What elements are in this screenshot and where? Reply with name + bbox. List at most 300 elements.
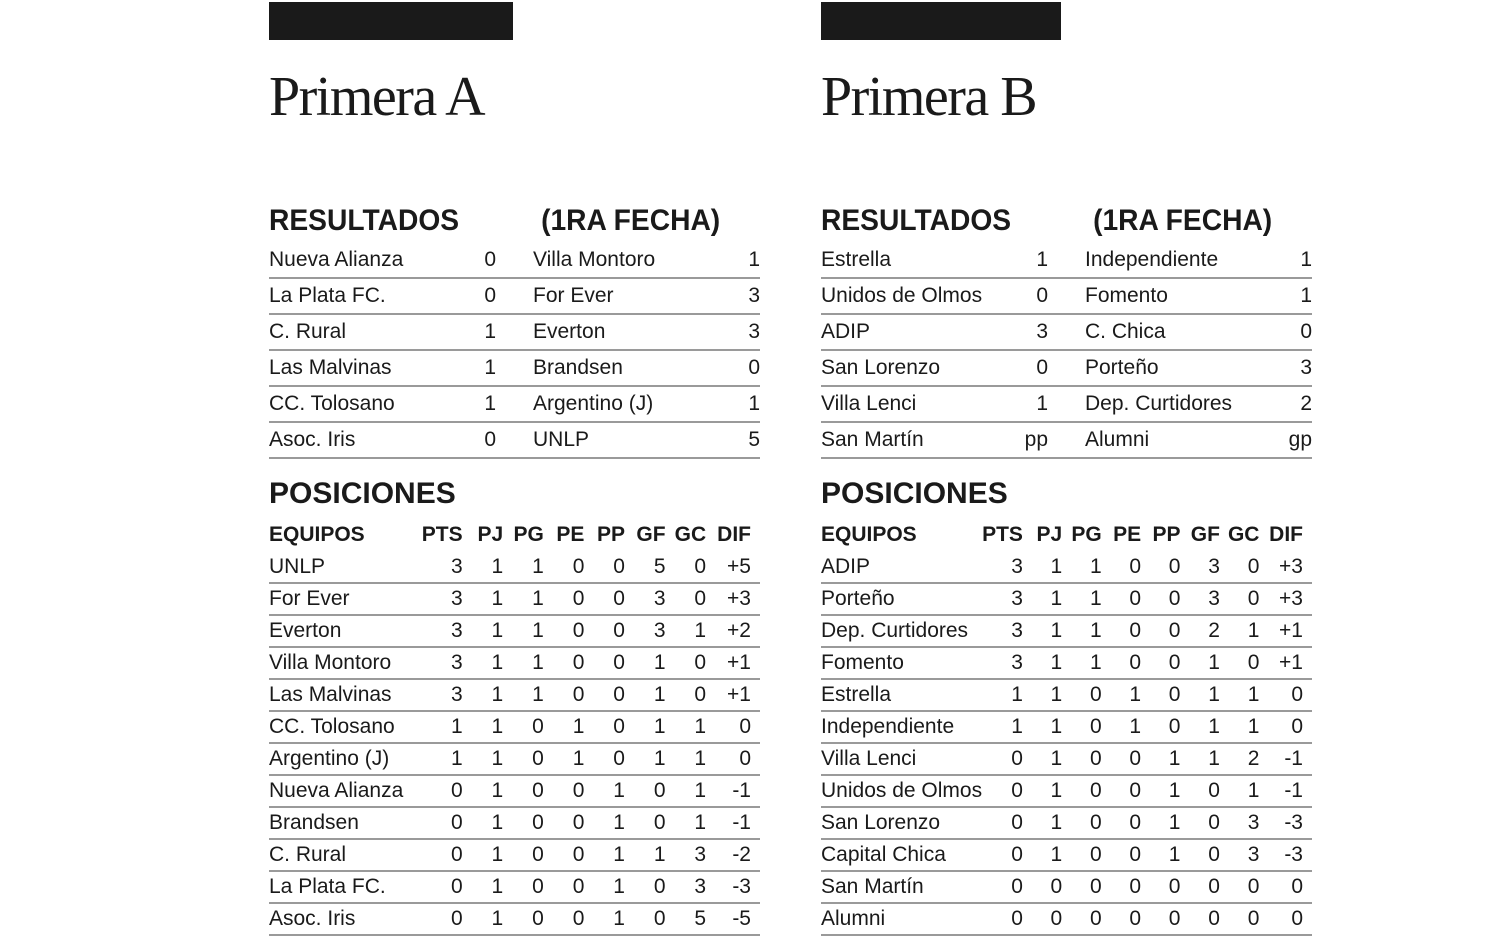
goals-for: 0 bbox=[625, 775, 666, 807]
column-header-pg: PG bbox=[513, 523, 544, 546]
team-name: Brandsen bbox=[269, 807, 421, 839]
away-team: Argentino (J) bbox=[533, 386, 736, 422]
won: 1 bbox=[503, 583, 544, 615]
goal-difference: +3 bbox=[1259, 552, 1312, 583]
standings-row bbox=[269, 807, 760, 839]
column-header-dif: DIF bbox=[1269, 523, 1303, 546]
played: 1 bbox=[463, 743, 504, 775]
column-gap bbox=[1048, 422, 1085, 458]
won: 0 bbox=[503, 839, 544, 871]
played: 1 bbox=[463, 903, 504, 935]
column-gap bbox=[1048, 386, 1085, 422]
result-row bbox=[821, 314, 1312, 350]
points: 1 bbox=[982, 711, 1023, 743]
column-header-pe: PE bbox=[1113, 523, 1142, 546]
team-name: Everton bbox=[269, 615, 421, 647]
column-header-gc: GC bbox=[1227, 523, 1260, 546]
column-header-equipos: EQUIPOS bbox=[269, 523, 365, 546]
home-team: Estrella bbox=[821, 243, 1021, 278]
points: 0 bbox=[421, 871, 462, 903]
column-gap bbox=[1048, 243, 1085, 278]
home-score: pp bbox=[1021, 422, 1048, 458]
goals-against: 0 bbox=[1220, 903, 1260, 935]
won: 0 bbox=[1062, 679, 1102, 711]
home-score: 1 bbox=[469, 386, 496, 422]
standings-table bbox=[269, 518, 760, 936]
goals-against: 5 bbox=[666, 903, 707, 935]
home-score: 0 bbox=[1021, 350, 1048, 386]
goals-against: 3 bbox=[1220, 839, 1260, 871]
column-gap bbox=[1048, 314, 1085, 350]
points: 1 bbox=[421, 743, 462, 775]
goal-difference: +1 bbox=[1259, 615, 1312, 647]
standings-row bbox=[821, 647, 1312, 679]
points: 3 bbox=[421, 583, 462, 615]
standings-row bbox=[269, 871, 760, 903]
drawn: 0 bbox=[1102, 552, 1141, 583]
won: 1 bbox=[503, 552, 544, 583]
away-score: 3 bbox=[736, 314, 760, 350]
home-score: 0 bbox=[469, 278, 496, 314]
drawn: 0 bbox=[1102, 839, 1141, 871]
away-team: UNLP bbox=[533, 422, 736, 458]
lost: 0 bbox=[584, 615, 625, 647]
team-name: La Plata FC. bbox=[269, 871, 421, 903]
away-score: 0 bbox=[1288, 314, 1312, 350]
goals-against: 3 bbox=[1220, 807, 1260, 839]
primera-a-column bbox=[269, 0, 761, 930]
column-gap bbox=[496, 314, 533, 350]
standings-row bbox=[269, 903, 760, 935]
lost: 1 bbox=[584, 775, 625, 807]
results-heading-row bbox=[821, 202, 1272, 240]
standings-row bbox=[821, 903, 1312, 935]
goals-for: 0 bbox=[625, 871, 666, 903]
goals-against: 0 bbox=[1220, 552, 1260, 583]
lost: 1 bbox=[584, 839, 625, 871]
drawn: 0 bbox=[544, 615, 585, 647]
goals-for: 0 bbox=[1180, 871, 1219, 903]
lost: 0 bbox=[1141, 647, 1180, 679]
standings-row bbox=[269, 679, 760, 711]
goal-difference: +5 bbox=[706, 552, 760, 583]
won: 0 bbox=[1062, 871, 1102, 903]
won: 0 bbox=[1062, 839, 1102, 871]
team-name: Independiente bbox=[821, 711, 982, 743]
goal-difference: +3 bbox=[706, 583, 760, 615]
away-score: 3 bbox=[1288, 350, 1312, 386]
home-team: CC. Tolosano bbox=[269, 386, 469, 422]
won: 0 bbox=[503, 743, 544, 775]
goal-difference: 0 bbox=[1259, 903, 1312, 935]
goal-difference: +1 bbox=[1259, 647, 1312, 679]
played: 0 bbox=[1023, 903, 1062, 935]
home-score: 1 bbox=[469, 350, 496, 386]
points: 0 bbox=[982, 807, 1023, 839]
away-score: 1 bbox=[736, 243, 760, 278]
standings-header-row bbox=[821, 518, 1312, 552]
played: 1 bbox=[463, 583, 504, 615]
standings-header-row bbox=[269, 518, 760, 552]
team-name: Las Malvinas bbox=[269, 679, 421, 711]
goals-against: 1 bbox=[1220, 711, 1260, 743]
column-header-pe: PE bbox=[556, 523, 585, 546]
points: 3 bbox=[982, 583, 1023, 615]
goals-against: 1 bbox=[1220, 775, 1260, 807]
played: 1 bbox=[463, 807, 504, 839]
team-name: C. Rural bbox=[269, 839, 421, 871]
goals-against: 0 bbox=[1220, 647, 1260, 679]
goals-for: 5 bbox=[625, 552, 666, 583]
lost: 1 bbox=[584, 903, 625, 935]
goals-against: 0 bbox=[666, 647, 707, 679]
header-bar bbox=[269, 2, 513, 40]
home-team: C. Rural bbox=[269, 314, 469, 350]
team-name: Villa Montoro bbox=[269, 647, 421, 679]
home-score: 1 bbox=[1021, 243, 1048, 278]
won: 1 bbox=[503, 615, 544, 647]
goal-difference: -3 bbox=[706, 871, 760, 903]
lost: 1 bbox=[584, 871, 625, 903]
goals-against: 0 bbox=[666, 679, 707, 711]
team-name: Fomento bbox=[821, 647, 982, 679]
standings-row bbox=[269, 552, 760, 583]
played: 1 bbox=[1023, 743, 1062, 775]
played: 1 bbox=[1023, 583, 1062, 615]
goals-against: 0 bbox=[1220, 871, 1260, 903]
standings-row bbox=[821, 583, 1312, 615]
points: 0 bbox=[421, 839, 462, 871]
away-score: 1 bbox=[736, 386, 760, 422]
round-label: (1RA FECHA) bbox=[1093, 204, 1273, 237]
column-header-equipos: EQUIPOS bbox=[821, 523, 917, 546]
lost: 0 bbox=[1141, 615, 1180, 647]
result-row bbox=[269, 314, 760, 350]
away-team: Independiente bbox=[1085, 243, 1288, 278]
goals-for: 1 bbox=[625, 839, 666, 871]
drawn: 0 bbox=[544, 775, 585, 807]
played: 1 bbox=[463, 711, 504, 743]
lost: 0 bbox=[1141, 679, 1180, 711]
goals-for: 1 bbox=[625, 679, 666, 711]
result-row bbox=[269, 243, 760, 278]
away-team: For Ever bbox=[533, 278, 736, 314]
lost: 0 bbox=[1141, 583, 1180, 615]
standings-row bbox=[821, 871, 1312, 903]
team-name: Nueva Alianza bbox=[269, 775, 421, 807]
goal-difference: -1 bbox=[1259, 775, 1312, 807]
away-team: Alumni bbox=[1085, 422, 1288, 458]
result-row bbox=[821, 278, 1312, 314]
results-heading: RESULTADOS bbox=[269, 204, 460, 237]
away-score: 2 bbox=[1288, 386, 1312, 422]
standings-row bbox=[269, 615, 760, 647]
drawn: 0 bbox=[544, 871, 585, 903]
drawn: 0 bbox=[1102, 871, 1141, 903]
drawn: 0 bbox=[1102, 807, 1141, 839]
lost: 0 bbox=[1141, 903, 1180, 935]
result-row bbox=[821, 243, 1312, 278]
goals-against: 1 bbox=[666, 615, 707, 647]
results-table bbox=[821, 243, 1312, 459]
goal-difference: +1 bbox=[706, 647, 760, 679]
goals-against: 1 bbox=[666, 743, 707, 775]
played: 1 bbox=[1023, 775, 1062, 807]
goal-difference: +1 bbox=[706, 679, 760, 711]
won: 0 bbox=[1062, 903, 1102, 935]
result-row bbox=[269, 422, 760, 458]
standings-row bbox=[269, 711, 760, 743]
home-team: La Plata FC. bbox=[269, 278, 469, 314]
away-team: Everton bbox=[533, 314, 736, 350]
points: 0 bbox=[421, 807, 462, 839]
column-header-pts: PTS bbox=[982, 523, 1023, 546]
points: 3 bbox=[982, 552, 1023, 583]
away-team: Porteño bbox=[1085, 350, 1288, 386]
points: 0 bbox=[982, 839, 1023, 871]
goals-for: 0 bbox=[1180, 807, 1219, 839]
played: 1 bbox=[463, 615, 504, 647]
goals-for: 2 bbox=[1180, 615, 1219, 647]
lost: 0 bbox=[1141, 871, 1180, 903]
standings-heading: POSICIONES bbox=[821, 477, 1008, 510]
goals-for: 1 bbox=[625, 711, 666, 743]
goals-for: 1 bbox=[1180, 743, 1219, 775]
team-name: San Martín bbox=[821, 871, 982, 903]
drawn: 1 bbox=[1102, 711, 1141, 743]
lost: 0 bbox=[584, 679, 625, 711]
standings-row bbox=[821, 807, 1312, 839]
goals-against: 2 bbox=[1220, 743, 1260, 775]
won: 0 bbox=[1062, 775, 1102, 807]
team-name: Asoc. Iris bbox=[269, 903, 421, 935]
team-name: For Ever bbox=[269, 583, 421, 615]
points: 0 bbox=[421, 903, 462, 935]
points: 3 bbox=[421, 552, 462, 583]
lost: 1 bbox=[584, 807, 625, 839]
goals-for: 3 bbox=[1180, 583, 1219, 615]
goal-difference: -3 bbox=[1259, 839, 1312, 871]
results-heading-row bbox=[269, 202, 720, 240]
standings-row bbox=[821, 711, 1312, 743]
drawn: 0 bbox=[544, 839, 585, 871]
team-name: Unidos de Olmos bbox=[821, 775, 982, 807]
drawn: 0 bbox=[544, 647, 585, 679]
home-team: San Martín bbox=[821, 422, 1021, 458]
team-name: San Lorenzo bbox=[821, 807, 982, 839]
team-name: Porteño bbox=[821, 583, 982, 615]
played: 1 bbox=[463, 839, 504, 871]
drawn: 0 bbox=[544, 903, 585, 935]
drawn: 0 bbox=[544, 552, 585, 583]
points: 0 bbox=[982, 871, 1023, 903]
won: 0 bbox=[503, 775, 544, 807]
results-heading: RESULTADOS bbox=[821, 204, 1012, 237]
home-score: 0 bbox=[1021, 278, 1048, 314]
goals-for: 1 bbox=[625, 743, 666, 775]
home-score: 1 bbox=[469, 314, 496, 350]
won: 0 bbox=[503, 807, 544, 839]
result-row bbox=[821, 350, 1312, 386]
goals-for: 1 bbox=[1180, 711, 1219, 743]
goals-against: 0 bbox=[666, 552, 707, 583]
away-score: 3 bbox=[736, 278, 760, 314]
won: 1 bbox=[1062, 647, 1102, 679]
goals-against: 1 bbox=[666, 711, 707, 743]
drawn: 0 bbox=[1102, 583, 1141, 615]
won: 1 bbox=[503, 647, 544, 679]
column-header-pts: PTS bbox=[421, 523, 463, 546]
home-team: Unidos de Olmos bbox=[821, 278, 1021, 314]
round-label: (1RA FECHA) bbox=[541, 204, 721, 237]
standings-row bbox=[269, 775, 760, 807]
standings-row bbox=[821, 839, 1312, 871]
goal-difference: -1 bbox=[706, 775, 760, 807]
goal-difference: -2 bbox=[706, 839, 760, 871]
team-name: Capital Chica bbox=[821, 839, 982, 871]
column-header-gf: GF bbox=[1190, 523, 1220, 546]
standings-heading: POSICIONES bbox=[269, 477, 456, 510]
goals-for: 3 bbox=[625, 615, 666, 647]
points: 1 bbox=[421, 711, 462, 743]
won: 0 bbox=[503, 871, 544, 903]
standings-row bbox=[821, 552, 1312, 583]
result-row bbox=[821, 422, 1312, 458]
goals-against: 1 bbox=[1220, 679, 1260, 711]
goals-for: 1 bbox=[625, 647, 666, 679]
away-score: 5 bbox=[736, 422, 760, 458]
away-team: Fomento bbox=[1085, 278, 1288, 314]
standings-row bbox=[821, 775, 1312, 807]
primera-b-column bbox=[821, 0, 1313, 930]
won: 1 bbox=[503, 679, 544, 711]
played: 1 bbox=[1023, 711, 1062, 743]
played: 1 bbox=[1023, 839, 1062, 871]
won: 0 bbox=[1062, 743, 1102, 775]
won: 0 bbox=[503, 711, 544, 743]
lost: 0 bbox=[1141, 711, 1180, 743]
points: 3 bbox=[982, 615, 1023, 647]
team-name: Argentino (J) bbox=[269, 743, 421, 775]
goals-against: 3 bbox=[666, 839, 707, 871]
away-team: C. Chica bbox=[1085, 314, 1288, 350]
played: 1 bbox=[463, 871, 504, 903]
column-gap bbox=[1048, 278, 1085, 314]
standings-row bbox=[821, 743, 1312, 775]
home-team: Villa Lenci bbox=[821, 386, 1021, 422]
home-score: 0 bbox=[469, 422, 496, 458]
goals-against: 1 bbox=[666, 807, 707, 839]
column-header-pj: PJ bbox=[1036, 523, 1063, 546]
won: 1 bbox=[1062, 552, 1102, 583]
column-header-dif: DIF bbox=[717, 523, 751, 546]
standings-row bbox=[269, 743, 760, 775]
played: 1 bbox=[463, 552, 504, 583]
away-score: 1 bbox=[1288, 278, 1312, 314]
played: 1 bbox=[1023, 552, 1062, 583]
drawn: 1 bbox=[544, 711, 585, 743]
played: 1 bbox=[463, 775, 504, 807]
drawn: 0 bbox=[1102, 647, 1141, 679]
goals-against: 0 bbox=[1220, 583, 1260, 615]
result-row bbox=[269, 350, 760, 386]
points: 3 bbox=[421, 615, 462, 647]
column-gap bbox=[1048, 350, 1085, 386]
column-header-pg: PG bbox=[1071, 523, 1102, 546]
goals-for: 0 bbox=[625, 807, 666, 839]
points: 0 bbox=[421, 775, 462, 807]
goal-difference: -1 bbox=[1259, 743, 1312, 775]
header-bar bbox=[821, 2, 1061, 40]
goal-difference: -1 bbox=[706, 807, 760, 839]
home-team: Las Malvinas bbox=[269, 350, 469, 386]
lost: 0 bbox=[584, 743, 625, 775]
home-score: 3 bbox=[1021, 314, 1048, 350]
goals-for: 0 bbox=[1180, 839, 1219, 871]
column-gap bbox=[496, 278, 533, 314]
lost: 0 bbox=[584, 552, 625, 583]
goals-for: 1 bbox=[1180, 647, 1219, 679]
played: 1 bbox=[463, 647, 504, 679]
played: 1 bbox=[1023, 807, 1062, 839]
column-gap bbox=[496, 243, 533, 278]
goal-difference: +2 bbox=[706, 615, 760, 647]
goals-against: 1 bbox=[666, 775, 707, 807]
standings-row bbox=[821, 679, 1312, 711]
lost: 0 bbox=[584, 583, 625, 615]
goal-difference: 0 bbox=[1259, 679, 1312, 711]
drawn: 0 bbox=[544, 583, 585, 615]
won: 0 bbox=[1062, 807, 1102, 839]
result-row bbox=[269, 386, 760, 422]
goal-difference: -3 bbox=[1259, 807, 1312, 839]
team-name: CC. Tolosano bbox=[269, 711, 421, 743]
goal-difference: 0 bbox=[1259, 871, 1312, 903]
team-name: Dep. Curtidores bbox=[821, 615, 982, 647]
goals-for: 3 bbox=[625, 583, 666, 615]
goal-difference: 0 bbox=[706, 743, 760, 775]
standings-row bbox=[821, 615, 1312, 647]
goals-for: 0 bbox=[625, 903, 666, 935]
standings-table bbox=[821, 518, 1312, 936]
column-gap bbox=[496, 350, 533, 386]
goals-for: 1 bbox=[1180, 679, 1219, 711]
points: 1 bbox=[982, 679, 1023, 711]
column-gap bbox=[496, 386, 533, 422]
away-team: Dep. Curtidores bbox=[1085, 386, 1288, 422]
column-header-gf: GF bbox=[636, 523, 666, 546]
lost: 0 bbox=[1141, 552, 1180, 583]
lost: 1 bbox=[1141, 775, 1180, 807]
standings-row bbox=[269, 647, 760, 679]
result-row bbox=[821, 386, 1312, 422]
drawn: 1 bbox=[1102, 679, 1141, 711]
away-team: Brandsen bbox=[533, 350, 736, 386]
drawn: 0 bbox=[1102, 615, 1141, 647]
home-score: 0 bbox=[469, 243, 496, 278]
points: 3 bbox=[421, 679, 462, 711]
lost: 1 bbox=[1141, 839, 1180, 871]
won: 0 bbox=[1062, 711, 1102, 743]
points: 0 bbox=[982, 775, 1023, 807]
drawn: 0 bbox=[544, 679, 585, 711]
home-team: Nueva Alianza bbox=[269, 243, 469, 278]
league-title: Primera A bbox=[269, 66, 485, 128]
column-header-pp: PP bbox=[1152, 523, 1181, 546]
goal-difference: -5 bbox=[706, 903, 760, 935]
team-name: Villa Lenci bbox=[821, 743, 982, 775]
won: 1 bbox=[1062, 615, 1102, 647]
